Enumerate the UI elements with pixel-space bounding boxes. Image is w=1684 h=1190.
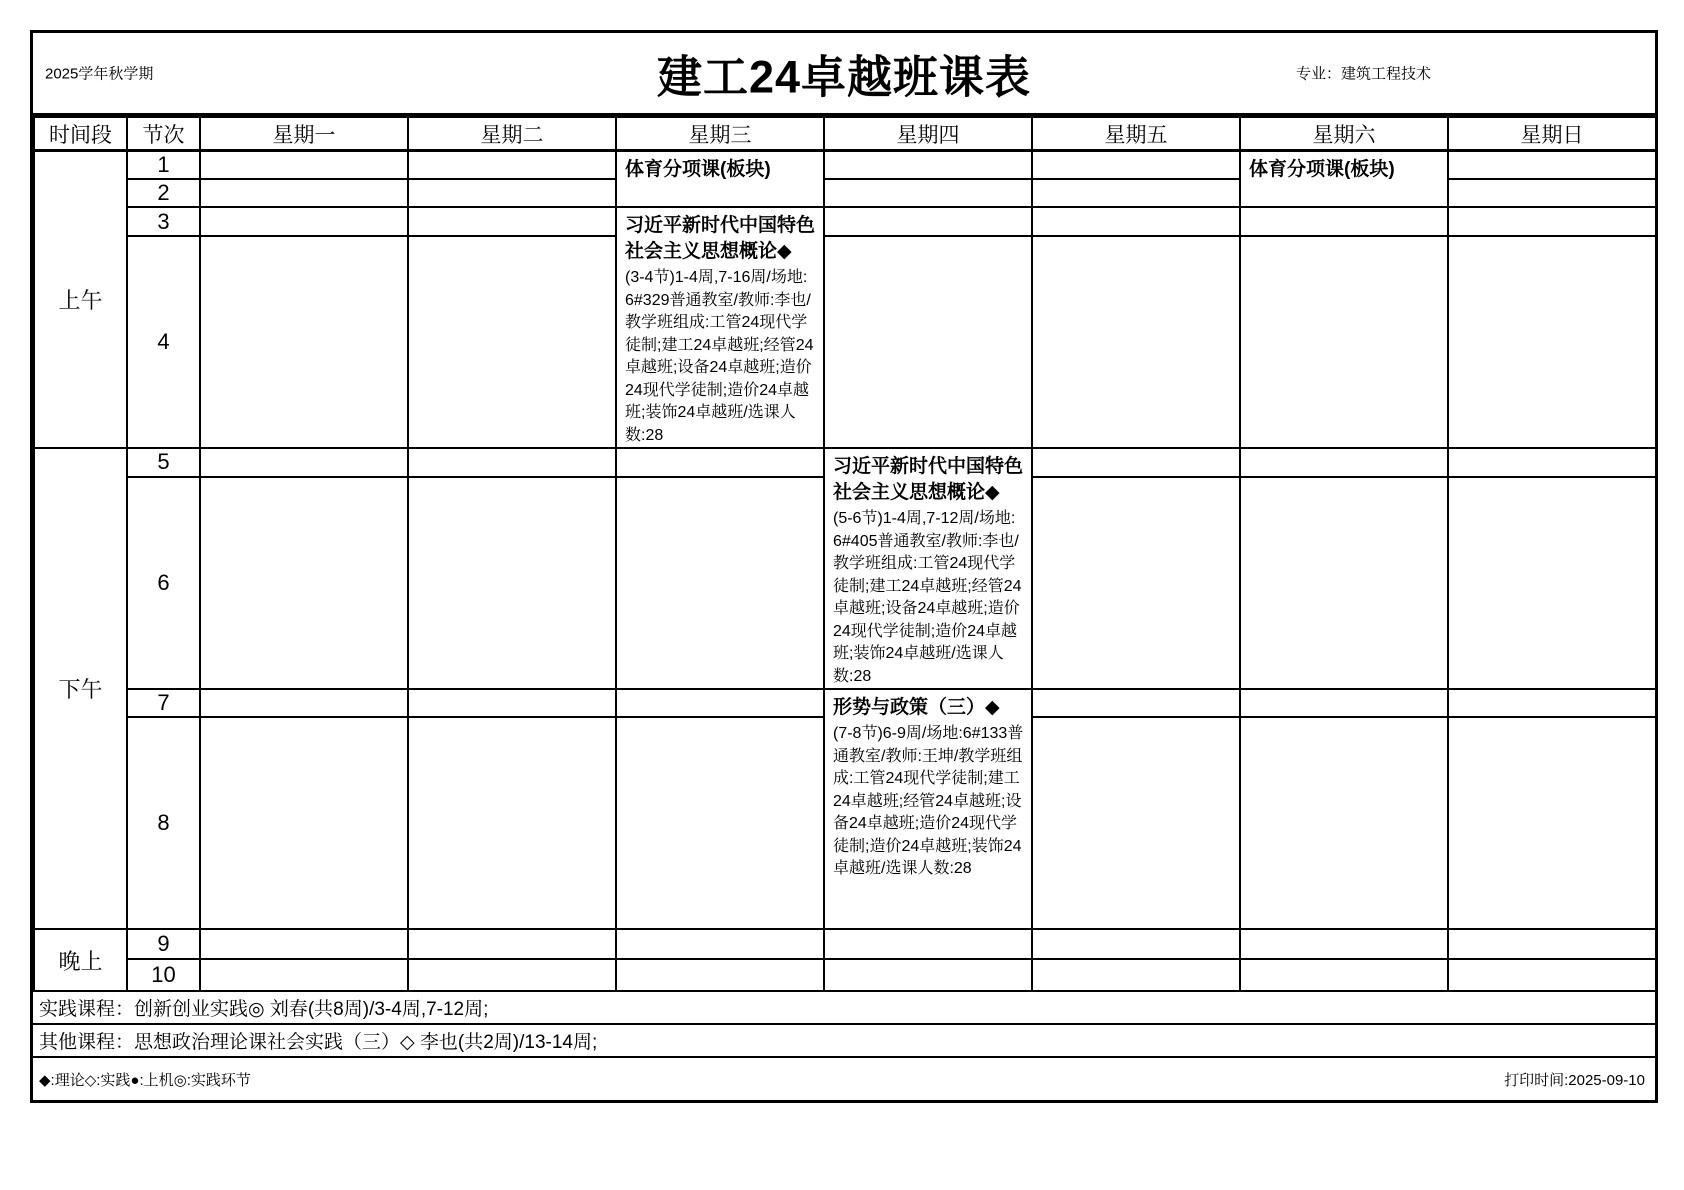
legend-text: ◆:理论◇:实践●:上机◎:实践环节 <box>39 1071 251 1089</box>
semester-label: 2025学年秋学期 <box>45 65 154 83</box>
empty-cell <box>616 448 824 477</box>
empty-cell <box>1032 207 1240 236</box>
empty-cell <box>1448 959 1656 991</box>
empty-cell <box>408 151 616 180</box>
empty-cell <box>1240 717 1448 929</box>
course-detail: (3-4节)1-4周,7-16周/场地:6#329普通教室/教师:李也/教学班组成:工管24现代学徒制;建工24卓越班;经管24卓越班;设备24卓越班;造价24现代学徒制;造价24卓越班;装饰24卓越班/选课人数:28 <box>625 269 814 444</box>
period-number-cell: 4 <box>127 236 200 448</box>
course-detail: (5-6节)1-4周,7-12周/场地:6#405普通教室/教师:李也/教学班组成:工管24现代学徒制;建工24卓越班;经管24卓越班;设备24卓越班;造价24现代学徒制;造价24卓越班;装饰24卓越班/选课人数:28 <box>833 510 1022 685</box>
other-course-text: 其他课程：思想政治理论课社会实践（三）◇ 李也(共2周)/13-14周; <box>39 1032 598 1053</box>
period-number-cell: 2 <box>127 179 200 207</box>
empty-cell <box>1240 959 1448 991</box>
empty-cell <box>408 477 616 689</box>
schedule-row <box>34 207 1656 236</box>
period-number-cell: 10 <box>127 959 200 991</box>
empty-cell <box>616 689 824 717</box>
course-cell <box>616 207 824 448</box>
empty-cell <box>408 179 616 207</box>
empty-cell <box>1448 151 1656 180</box>
major-label: 专业：建筑工程技术 <box>1295 65 1431 83</box>
practice-course-text: 实践课程：创新创业实践◎ 刘春(共8周)/3-4周,7-12周; <box>39 999 489 1020</box>
empty-cell <box>200 151 408 180</box>
schedule-row <box>34 959 1656 991</box>
empty-cell <box>200 477 408 689</box>
empty-cell <box>1240 689 1448 717</box>
empty-cell <box>200 959 408 991</box>
empty-cell <box>824 236 1032 448</box>
day-header-cell: 星期四 <box>824 117 1032 151</box>
course-cell <box>824 448 1032 689</box>
title-bar <box>33 33 1655 116</box>
empty-cell <box>824 207 1032 236</box>
empty-cell <box>824 959 1032 991</box>
period-number-cell: 7 <box>127 689 200 717</box>
empty-cell <box>408 236 616 448</box>
empty-cell <box>200 689 408 717</box>
empty-cell <box>1032 959 1240 991</box>
day-header-cell: 节次 <box>127 117 200 151</box>
empty-cell <box>1448 207 1656 236</box>
empty-cell <box>1448 179 1656 207</box>
empty-cell <box>824 151 1032 180</box>
period-number-cell: 5 <box>127 448 200 477</box>
empty-cell <box>1448 929 1656 959</box>
empty-cell <box>408 448 616 477</box>
empty-cell <box>1448 448 1656 477</box>
course-title: 体育分项课(板块) <box>1249 159 1395 180</box>
schedule-body <box>34 151 1656 992</box>
empty-cell <box>1032 477 1240 689</box>
day-header-cell: 时间段 <box>34 117 127 151</box>
period-number-cell: 1 <box>127 151 200 180</box>
empty-cell <box>1240 207 1448 236</box>
day-header-cell: 星期五 <box>1032 117 1240 151</box>
empty-cell <box>1032 179 1240 207</box>
timetable-sheet <box>30 30 1658 1103</box>
empty-cell <box>1032 236 1240 448</box>
empty-cell <box>200 448 408 477</box>
course-title: 习近平新时代中国特色社会主义思想概论◆ <box>625 215 816 262</box>
empty-cell <box>408 689 616 717</box>
other-course-row <box>33 1023 1655 1056</box>
empty-cell <box>200 236 408 448</box>
empty-cell <box>1032 151 1240 180</box>
empty-cell <box>824 179 1032 207</box>
empty-cell <box>1240 448 1448 477</box>
course-title: 形势与政策（三）◆ <box>833 697 1000 718</box>
empty-cell <box>616 929 824 959</box>
period-number-cell: 9 <box>127 929 200 959</box>
schedule-row <box>34 236 1656 448</box>
course-title: 体育分项课(板块) <box>625 159 771 180</box>
empty-cell <box>616 477 824 689</box>
schedule-row <box>34 689 1656 717</box>
empty-cell <box>616 717 824 929</box>
empty-cell <box>200 179 408 207</box>
course-cell <box>616 151 824 208</box>
course-detail: (7-8节)6-9周/场地:6#133普通教室/教师:王坤/教学班组成:工管24现代学徒制;建工24卓越班;经管24卓越班;设备24卓越班;造价24现代学徒制;造价24卓越班;装饰24卓越班/选课人数:28 <box>833 725 1024 877</box>
day-header-row <box>34 117 1656 151</box>
practice-course-row <box>33 992 1655 1023</box>
empty-cell <box>824 929 1032 959</box>
time-section-label: 上午 <box>34 151 127 449</box>
empty-cell <box>1032 929 1240 959</box>
day-header-cell: 星期一 <box>200 117 408 151</box>
empty-cell <box>1448 477 1656 689</box>
period-number-cell: 6 <box>127 477 200 689</box>
schedule-row <box>34 151 1656 180</box>
period-number-cell: 8 <box>127 717 200 929</box>
legend-row <box>33 1056 1655 1100</box>
day-header-cell: 星期六 <box>1240 117 1448 151</box>
empty-cell <box>1032 717 1240 929</box>
empty-cell <box>1032 689 1240 717</box>
time-section-label: 下午 <box>34 448 127 929</box>
period-number-cell: 3 <box>127 207 200 236</box>
print-time: 打印时间:2025-09-10 <box>1504 1071 1645 1089</box>
empty-cell <box>200 717 408 929</box>
empty-cell <box>408 959 616 991</box>
schedule-table <box>33 116 1657 992</box>
empty-cell <box>200 207 408 236</box>
page-title: 建工24卓越班课表 <box>656 51 1032 103</box>
course-title: 习近平新时代中国特色社会主义思想概论◆ <box>833 456 1024 503</box>
empty-cell <box>408 207 616 236</box>
day-header-cell: 星期日 <box>1448 117 1656 151</box>
schedule-row <box>34 929 1656 959</box>
empty-cell <box>616 959 824 991</box>
empty-cell <box>200 929 408 959</box>
empty-cell <box>1448 236 1656 448</box>
empty-cell <box>1032 448 1240 477</box>
course-cell <box>824 689 1032 929</box>
course-cell <box>1240 151 1448 208</box>
empty-cell <box>1240 477 1448 689</box>
empty-cell <box>1240 236 1448 448</box>
empty-cell <box>408 717 616 929</box>
day-header-cell: 星期二 <box>408 117 616 151</box>
time-section-label: 晚上 <box>34 929 127 991</box>
empty-cell <box>408 929 616 959</box>
schedule-row <box>34 448 1656 477</box>
empty-cell <box>1240 929 1448 959</box>
empty-cell <box>1448 689 1656 717</box>
empty-cell <box>1448 717 1656 929</box>
day-header-cell: 星期三 <box>616 117 824 151</box>
